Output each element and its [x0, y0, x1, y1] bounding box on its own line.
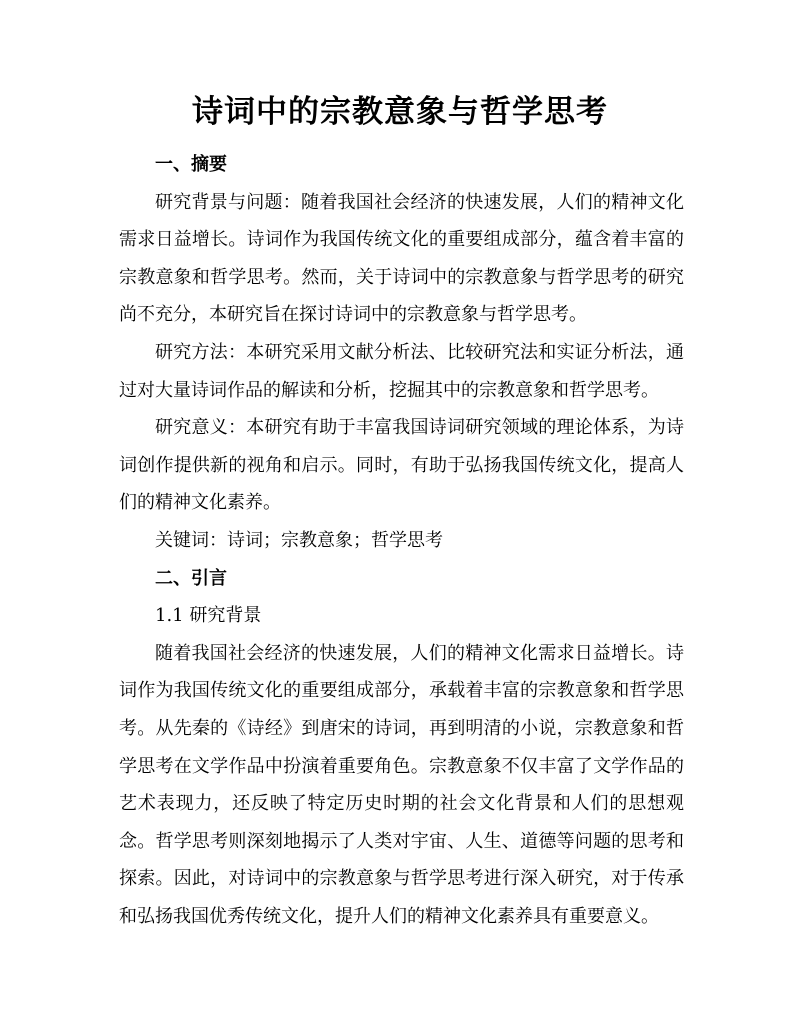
abstract-significance-paragraph: 研究意义：本研究有助于丰富我国诗词研究领域的理论体系，为诗词创作提供新的视角和启示。同时，有助于弘扬我国传统文化，提高人们的精神文化素养。: [119, 417, 684, 514]
section-heading-abstract: 一、摘要: [155, 154, 227, 175]
abstract-methods-paragraph: 研究方法：本研究采用文献分析法、比较研究法和实证分析法，通过对大量诗词作品的解读和分析，挖掘其中的宗教意象和哲学思考。: [119, 341, 684, 401]
introduction-background-paragraph: 随着我国社会经济的快速发展，人们的精神文化需求日益增长。诗词作为我国传统文化的重要组成部分，承载着丰富的宗教意象和哲学思考。从先秦的《诗经》到唐宋的诗词，再到明清的小说，宗教意象和哲学思考在文学作品中扮演着重要角色。宗教意象不仅丰富了文学作品的艺术表现力，还反映了特定历史时期的社会文化背景和人们的思想观念。哲学思考则深刻地揭示了人类对宇宙、人生、道德等问题的思考和探索。因此，对诗词中的宗教意象与哲学思考进行深入研究，对于传承和弘扬我国优秀传统文化，提升人们的精神文化素养具有重要意义。: [119, 642, 684, 927]
abstract-background-paragraph: 研究背景与问题：随着我国社会经济的快速发展，人们的精神文化需求日益增长。诗词作为我国传统文化的重要组成部分，蕴含着丰富的宗教意象和哲学思考。然而，关于诗词中的宗教意象与哲学思考的研究尚不充分，本研究旨在探讨诗词中的宗教意象与哲学思考。: [119, 191, 684, 326]
section-heading-introduction: 二、引言: [155, 567, 227, 589]
subsection-heading-background: 1.1 研究背景: [155, 605, 262, 627]
keywords-line: 关键词：诗词；宗教意象；哲学思考: [155, 529, 443, 551]
page-title: 诗词中的宗教意象与哲学思考: [192, 94, 608, 130]
document-body: [119, 146, 684, 935]
